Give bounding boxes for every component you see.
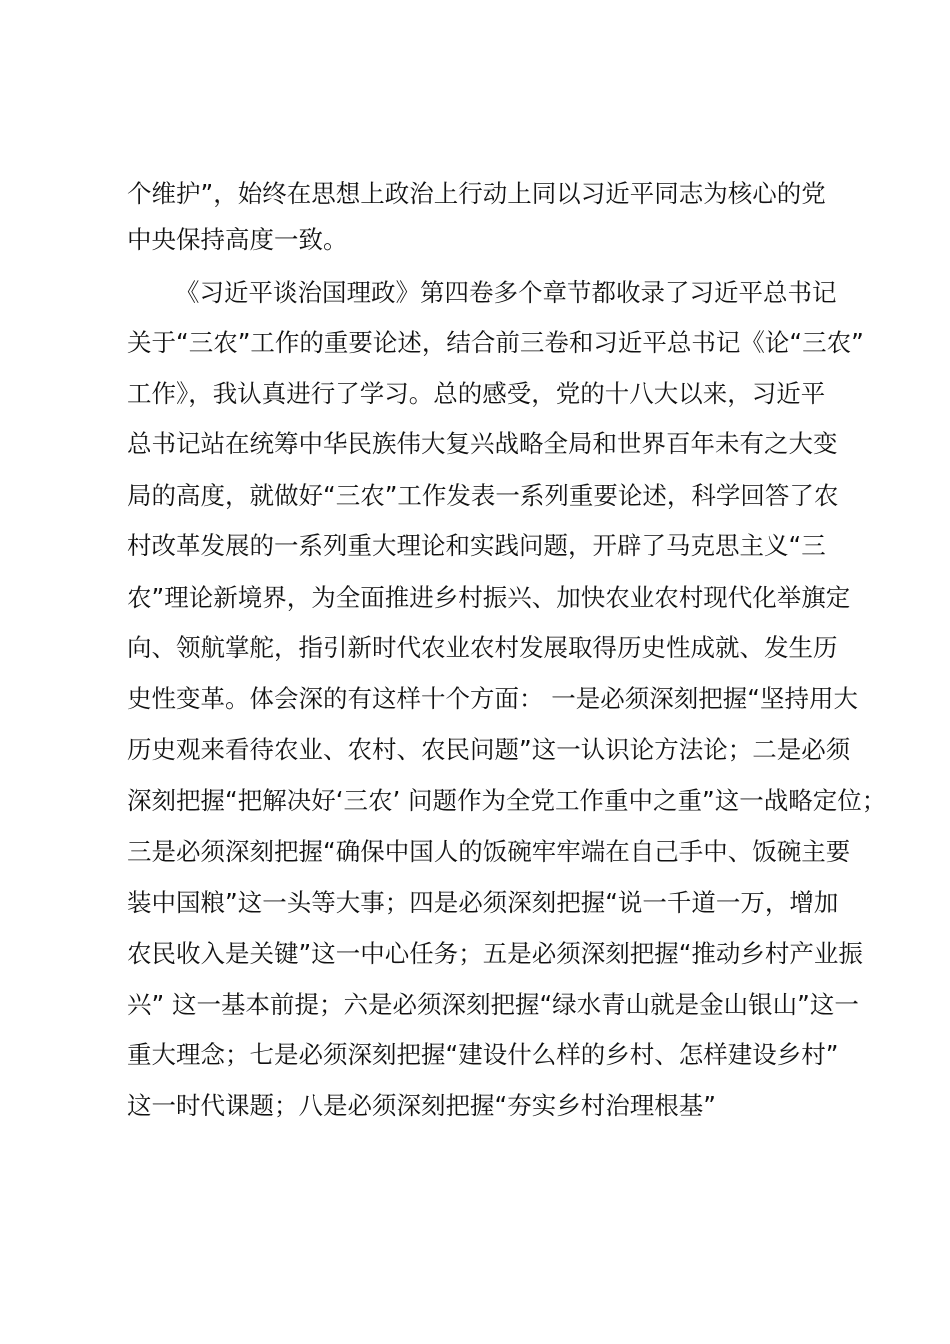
- text-line: 农”理论新境界，为全面推进乡村振兴、加快农业农村现代化举旗定: [127, 583, 851, 612]
- text-line: 关于“三农”工作的重要论述，结合前三卷和习近平总书记《论“三农”: [127, 328, 864, 357]
- text-line: 这一时代课题；八是必须深刻把握“夯实乡村治理根基”: [127, 1091, 716, 1120]
- text-line: 农民收入是关键”这一中心任务；五是必须深刻把握“推动乡村产业振: [127, 939, 863, 968]
- text-line: 向、领航掌舵，指引新时代农业农村发展取得历史性成就、发生历: [127, 633, 838, 662]
- text-line: 村改革发展的一系列重大理论和实践问题，开辟了马克思主义“三: [127, 531, 826, 560]
- text-line: 三是必须深刻把握“确保中国人的饭碗牢牢端在自己手中、饭碗主要: [127, 837, 851, 866]
- text-line: 重大理念；七是必须深刻把握“建设什么样的乡村、怎样建设乡村”: [127, 1040, 839, 1069]
- text-line: 工作》，我认真进行了学习。总的感受，党的十八大以来，习近平: [127, 379, 826, 408]
- text-line: 深刻把握“把解决好‘三农’ 问题作为全党工作重中之重”这一战略定位；: [127, 786, 887, 815]
- text-line: 兴” 这一基本前提；六是必须深刻把握“绿水青山就是金山银山”这一: [127, 990, 859, 1019]
- text-line: 装中国粮”这一头等大事；四是必须深刻把握“说一千道一万，增加: [127, 888, 839, 917]
- text-line: 个维护”，始终在思想上政治上行动上同以习近平同志为核心的党: [127, 179, 826, 208]
- text-line: 总书记站在统筹中华民族伟大复兴战略全局和世界百年未有之大变: [127, 429, 838, 458]
- text-line: 史性变革。体会深的有这样十个方面： 一是必须深刻把握“坚持用大: [127, 684, 858, 713]
- text-line: 局的高度，就做好“三农”工作发表一系列重要论述，科学回答了农: [127, 481, 839, 510]
- text-line: 历史观来看待农业、农村、农民问题”这一认识论方法论；二是必须: [127, 735, 851, 764]
- text-line: 中央保持高度一致。: [127, 225, 348, 254]
- text-line-indented: 《习近平谈治国理政》第四卷多个章节都收录了习近平总书记: [175, 278, 837, 307]
